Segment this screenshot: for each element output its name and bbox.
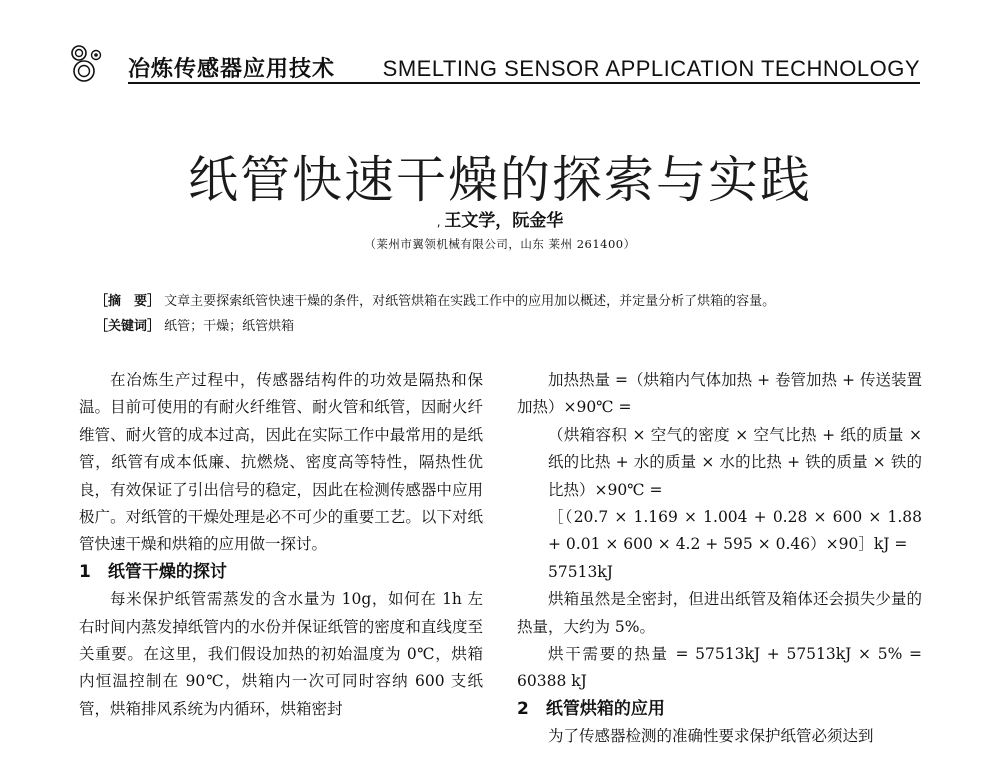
right-column: [517, 367, 922, 751]
journal-header: [70, 42, 920, 84]
abstract-text: 文章主要探索纸管快速干燥的条件，对纸管烘箱在实践工作中的应用加以概述，并定量分析了烘箱的容量。: [164, 294, 776, 309]
journal-logo-icon: [70, 42, 126, 84]
formula-line-2: （烘箱容积 × 空气的密度 × 空气比热 + 纸的质量 × 纸的比热 + 水的质量 × 水的比热 + 铁的质量 × 铁的比热）×90℃ =: [548, 425, 922, 499]
authors-text: 王文学，阮金华: [444, 211, 564, 231]
article-authors: [0, 206, 1000, 231]
abstract-line: [95, 289, 915, 314]
header-rule: [128, 82, 920, 84]
section1-heading: 1 纸管干燥的探讨: [79, 561, 227, 582]
abstract-block: [95, 289, 915, 339]
formula-line-1: 加热热量 =（烘箱内气体加热 + 卷管加热 + 传送装置加热）×90℃ =: [517, 371, 922, 417]
section1-paragraph: 每米保护纸管需蒸发的含水量为 10g，如何在 1h 左右时间内蒸发掉纸管内的水份并保证纸管的密度和直线度至关重要。在这里，我们假设加热的初始温度为 0℃，烘箱内恒温控制在 90℃，烘箱内一次可同时容纳 600 支纸管，烘箱排风系统为内循环，烘箱密封: [79, 590, 483, 718]
intro-paragraph: 在冶炼生产过程中，传感器结构件的功效是隔热和保温。目前可使用的有耐火纤维管、耐火管和纸管，因耐火纤维管、耐火管的成本过高，因此在实际工作中最常用的是纸管，纸管有成本低廉、抗燃烧、密度高等特性，隔热性优良，有效保证了引出信号的稳定，因此在检测传感器中应用极广。对纸管的干燥处理是必不可少的重要工艺。以下对纸管快速干燥和烘箱的应用做一探讨。: [79, 371, 483, 554]
formula-result: 57513kJ: [548, 562, 613, 581]
heat-loss-paragraph: 烘箱虽然是全密封，但进出纸管及箱体还会损失少量的热量，大约为 5%。: [517, 590, 922, 636]
keywords-label: ［关键词］: [95, 319, 161, 334]
author-marker-icon: ‚: [436, 215, 445, 229]
keywords-text: 纸管；干燥；纸管烘箱: [164, 319, 295, 334]
keywords-line: [95, 314, 915, 339]
journal-name-en: SMELTING SENSOR APPLICATION TECHNOLOGY: [382, 56, 920, 81]
formula-line-3: ［（20.7 × 1.169 × 1.004 + 0.28 × 600 × 1.88 + 0.01 × 600 × 4.2 + 595 × 0.46）×90］kJ =: [548, 508, 922, 554]
article-affiliation: （莱州市翼领机械有限公司，山东 莱州 261400）: [364, 237, 636, 251]
section2-heading: 2 纸管烘箱的应用: [517, 698, 665, 719]
article-title: 纸管快速干燥的探索与实践: [188, 151, 812, 209]
abstract-label: ［摘 要］: [95, 294, 161, 309]
total-heat-paragraph: 烘干需要的热量 = 57513kJ + 57513kJ × 5% = 60388 kJ: [517, 645, 922, 691]
section2-paragraph: 为了传感器检测的准确性要求保护纸管必须达到: [548, 727, 874, 746]
journal-name-cn: 冶炼传感器应用技术: [128, 57, 336, 82]
left-column: [79, 367, 483, 723]
